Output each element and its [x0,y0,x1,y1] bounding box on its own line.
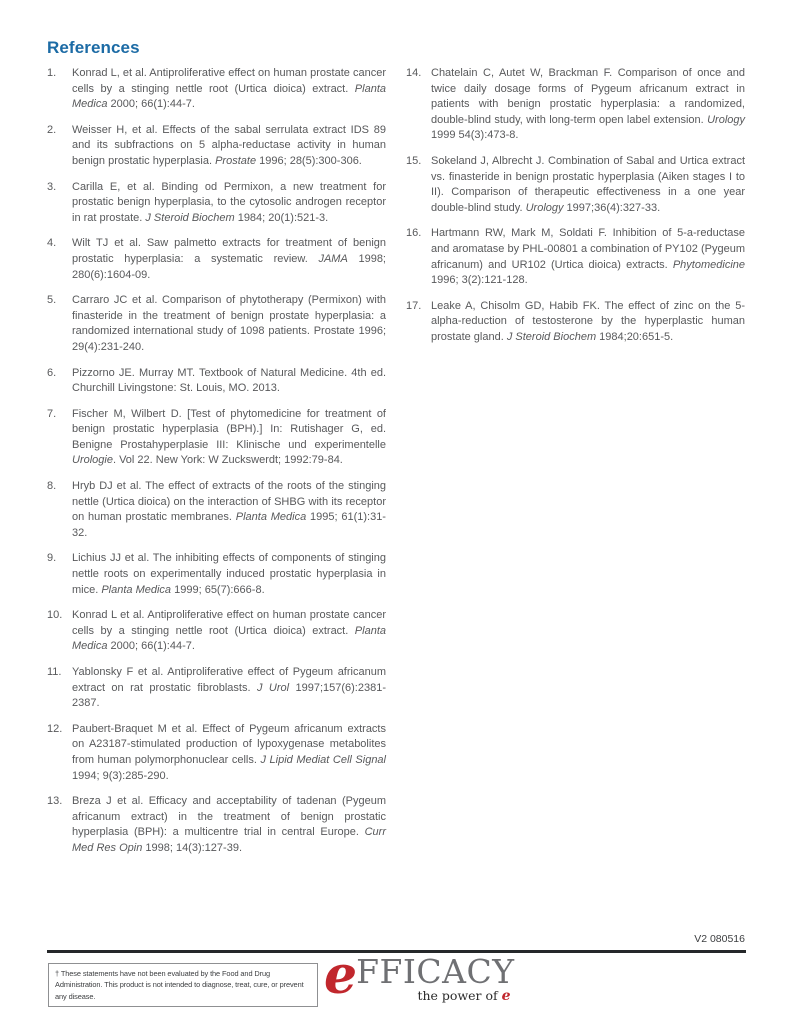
reference-item [47,722,386,784]
references-column-right [406,66,745,867]
fda-disclaimer: † These statements have not been evaluated by the Food and Drug Administration. This product is not intended to diagnose, treat, cure, or prevent any disease. [48,963,318,1007]
reference-item [47,293,386,355]
reference-text: Chatelain C, Autet W, Brackman F. Comparison of once and twice daily dosage forms of Pygeum africanum extract in patients with benign prostatic hyperplasia: a randomized, double-blind study, with long-term open label extension. Urology 1999 54(3):473-8. [431,67,745,142]
reference-text: Konrad L et al. Antiproliferative effect on human prostate cancer cells by a stinging nettle root (Urtica dioica) extract. Planta Medica 2000; 66(1):44-7. [72,609,386,653]
reference-text: Leake A, Chisolm GD, Habib FK. The effect of zinc on the 5-alpha-reduction of testosterone by the hyperplastic human prostate gland. J Steroid Biochem 1984;20:651-5. [431,299,745,343]
reference-text: Wilt TJ et al. Saw palmetto extracts for treatment of benign prostatic hyperplasia: a systematic review. JAMA 1998; 280(6):1604-09. [72,237,386,281]
reference-item [47,479,386,541]
reference-item [47,608,386,655]
reference-number: 12. [47,722,63,735]
reference-number: 3. [47,180,57,193]
reference-number: 7. [47,407,57,420]
references-section [47,38,746,867]
reference-number: 13. [47,795,63,808]
references-column-left [47,66,386,867]
reference-item [47,794,386,856]
reference-item [406,66,745,144]
reference-item [47,123,386,170]
reference-item [47,665,386,712]
reference-number: 6. [47,366,57,379]
reference-text: Yablonsky F et al. Antiproliferative effect of Pygeum africanum extract on rat prostatic fibroblasts. J Urol 1997;157(6):2381-2387. [72,666,386,710]
reference-text: Hartmann RW, Mark M, Soldati F. Inhibition of 5-a-reductase and aromatase by PHL-00801 a combination of PY102 (Pygeum africanum) and UR102 (Urtica dioica) extracts. Phytomedicine 1996; 3(2):121-128. [431,227,745,287]
reference-text: Sokeland J, Albrecht J. Combination of Sabal and Urtica extract vs. finasteride in benign prostatic hyperplasia (Aiken stages I to II). Comparison of therapeutic effectiveness in a one year double-blind study. Urology 1997;36(4):327-33. [431,154,745,214]
reference-item [406,299,745,346]
reference-text: Breza J et al. Efficacy and acceptability of tadenan (Pygeum africanum extract) in the treatment of benign prostatic hyperplasia (BPH): a multicentre trial in central Europe. Curr Med Res Opin 1998; 14(3):127-39. [72,795,386,854]
reference-text: Pizzorno JE. Murray MT. Textbook of Natural Medicine. 4th ed. Churchill Livingstone: St. Louis, MO. 2013. [72,366,386,395]
references-columns [47,66,746,867]
reference-number: 9. [47,552,57,565]
efficacy-logo [324,945,515,1006]
reference-item [406,154,745,216]
reference-text: Konrad L, et al. Antiproliferative effect on human prostate cancer cells by a stinging nettle root (Urtica dioica) extract. Planta Medica 2000; 66(1):44-7. [72,67,386,111]
reference-number: 4. [47,237,57,250]
reference-item [47,66,386,113]
reference-number: 5. [47,294,57,307]
reference-number: 11. [47,666,62,678]
reference-item [406,226,745,288]
reference-number: 10. [47,609,63,622]
reference-text: Carraro JC et al. Comparison of phytotherapy (Permixon) with finasteride in the treatment of benign prostate hyperplasia: a randomized international study of 1098 patients. Prostate 1996; 29(4):231-240. [72,294,386,353]
reference-item [47,407,386,469]
reference-number: 17. [406,299,422,312]
version-code: V2 080516 [694,933,745,945]
reference-text: Fischer M, Wilbert D. [Test of phytomedicine for treatment of benign prostatic hyperplasia (BPH).] In: Rutishager G, ed. Benigne Prostahyperplasie III: Klinische und experimentelle Urologie. Vol 22. New York: W Zuckswerdt; 1992:79-84. [72,407,386,467]
reference-number: 8. [47,480,57,493]
reference-number: 14. [406,67,422,79]
reference-text: Carilla E, et al. Binding od Permixon, a new treatment for prostatic benign hyperplasia, to the cytosolic androgen receptor in rat prostate. J Steroid Biochem 1984; 20(1):521-3. [72,180,386,224]
reference-number: 15. [406,154,422,167]
reference-item [47,180,386,227]
logo-tagline-accent-e: e [501,988,511,1005]
reference-item [47,366,386,397]
logo-tagline-text: the power of [417,988,502,1004]
reference-text: Weisser H, et al. Effects of the sabal serrulata extract IDS 89 and its subfractions on 5 alpha-reductase activity in human benign prostatic hyperplasia. Prostate 1996; 28(5):300-306. [72,123,386,167]
reference-number: 1. [47,67,57,79]
logo-wordmark: FFICACY [356,952,515,991]
reference-item [47,236,386,283]
reference-text: Hryb DJ et al. The effect of extracts of the roots of the stinging nettle (Urtica dioica) on the interaction of SHBG with its receptor on human prostatic membranes. Planta Medica 1995; 61(1):31-32. [72,480,386,539]
reference-item [47,551,386,598]
reference-text: Lichius JJ et al. The inhibiting effects of components of stinging nettle roots on experimentally induced prostatic hyperplasia in mice. Planta Medica 1999; 65(7):666-8. [72,552,386,596]
page-title: References [47,38,140,57]
reference-number: 2. [47,123,57,136]
reference-text: Paubert-Braquet M et al. Effect of Pygeum africanum extracts on A23187-stimulated production of lypoxygenase metabolites from human polymorphonuclear cells. J Lipid Mediat Cell Signal 1994; 9(3):285-290. [72,722,386,782]
reference-number: 16. [406,227,422,240]
logo-initial-e: e [324,945,358,1006]
